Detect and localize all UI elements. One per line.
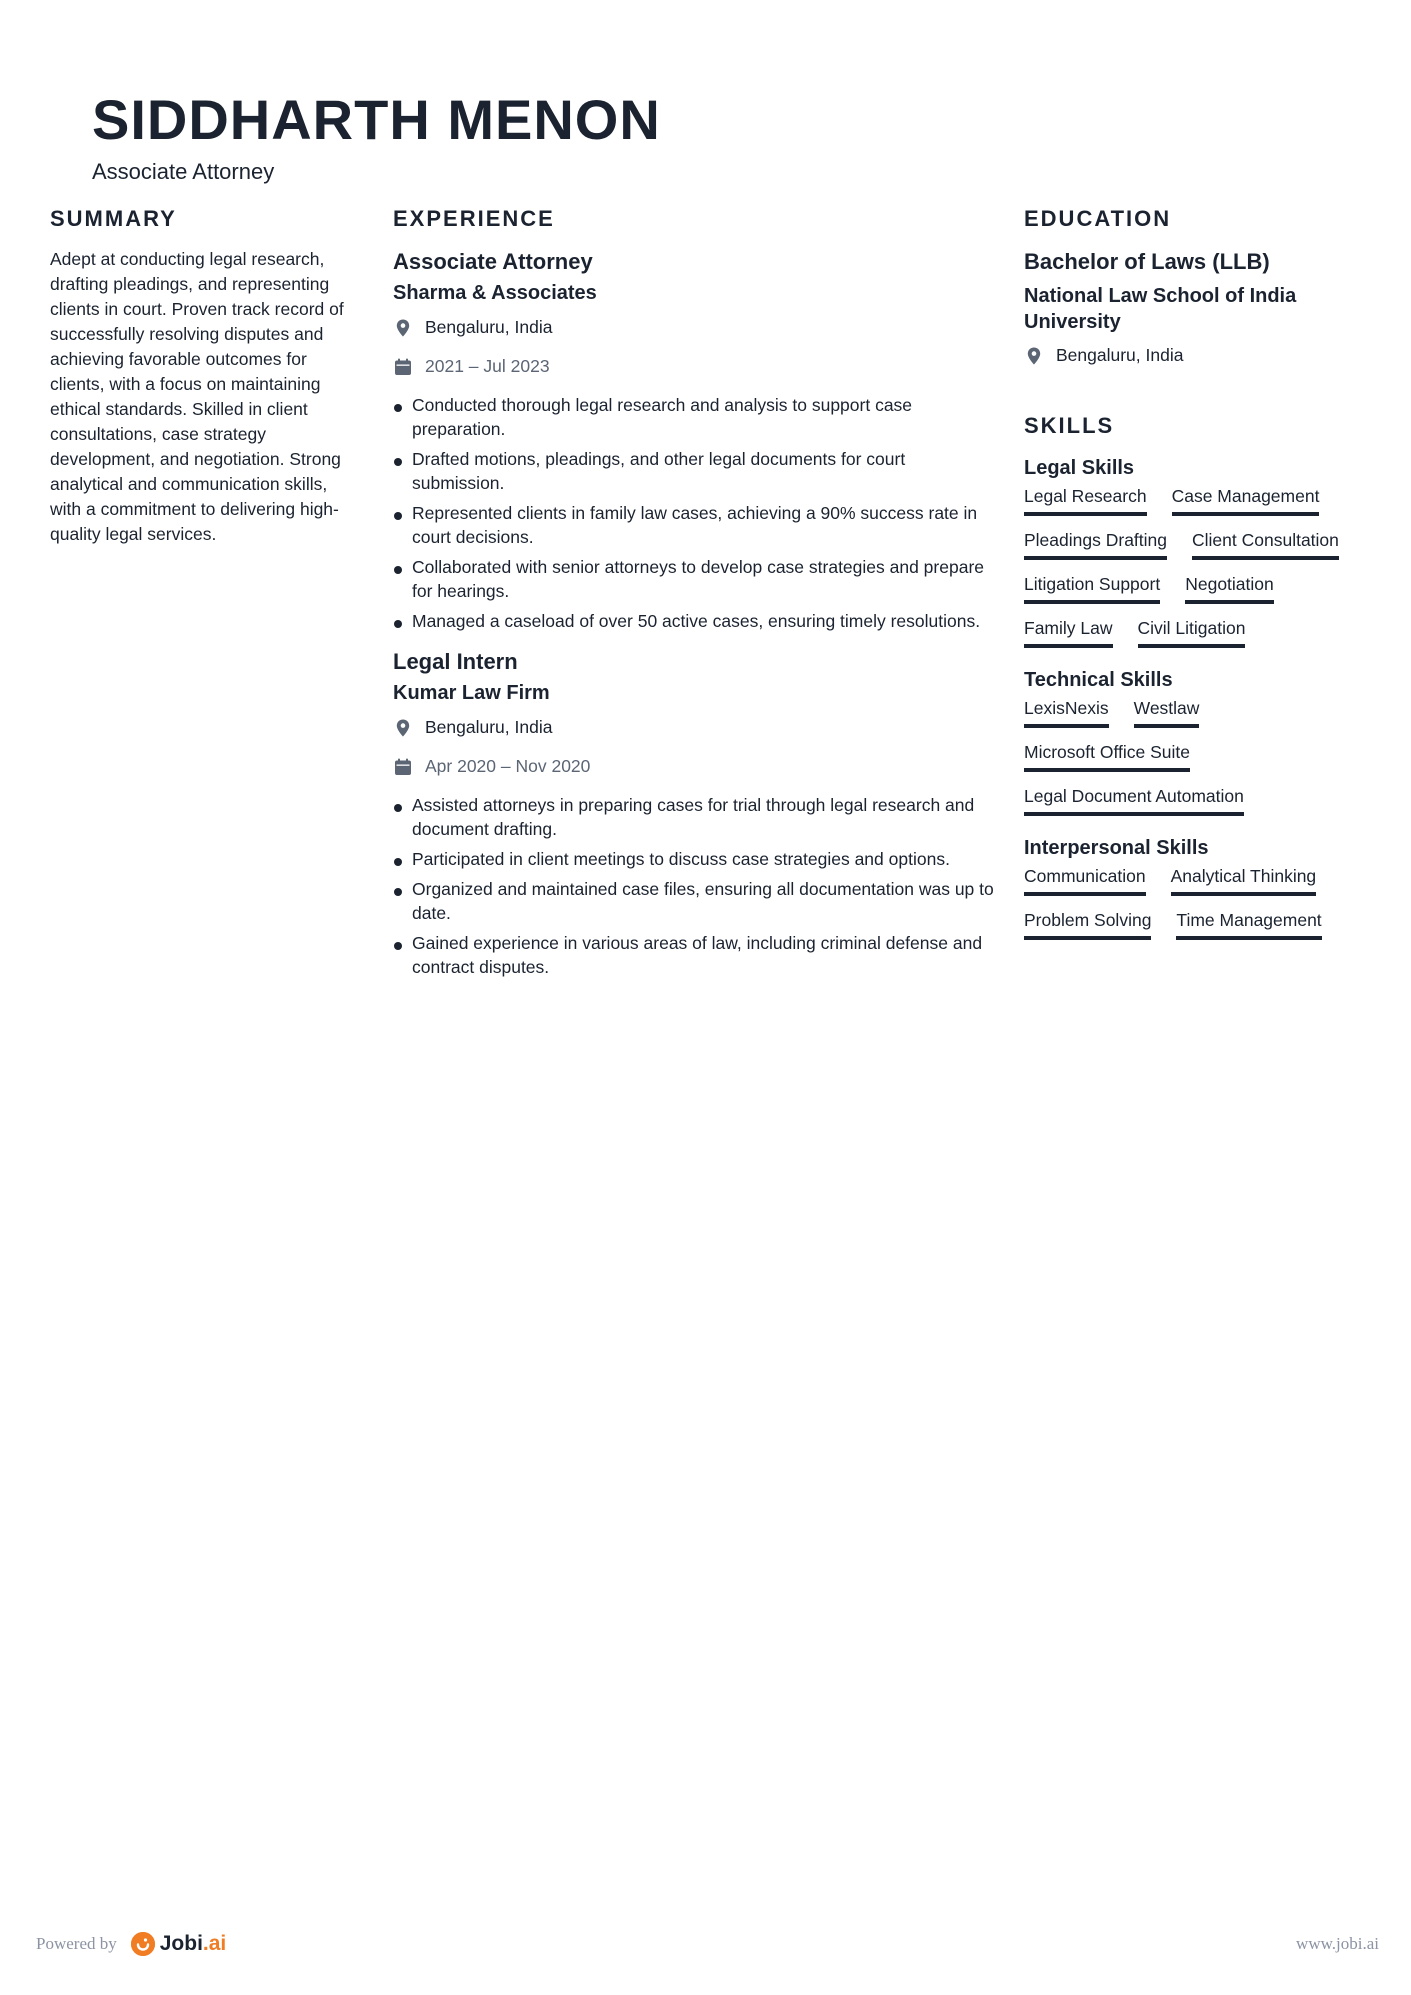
job-title: Legal Intern: [393, 649, 518, 674]
summary-text: Adept at conducting legal research, drafting pleadings, and representing clients in court. Proven track record of successfully resolving disputes and achieving favorable outcomes for clients, with a focus on maintaining ethical standards. Skilled in client consultations, case strategy development, and negotiation. Strong analytical and communication skills, with a commitment to delivering high-quality legal services.: [50, 249, 344, 544]
job-bullets: [393, 393, 998, 633]
summary-section: [50, 205, 360, 547]
job-title: Associate Attorney: [393, 249, 593, 274]
dates-text: Apr 2020 – Nov 2020: [425, 756, 591, 776]
job-dates: [393, 354, 998, 379]
education-section: [1024, 205, 1364, 368]
calendar-icon: [393, 757, 413, 777]
list-item: Collaborated with senior attorneys to develop case strategies and prepare for hearings.: [393, 555, 998, 603]
skill-chips: [1024, 696, 1364, 816]
job-entry: [393, 247, 998, 633]
list-item: Participated in client meetings to discuss case strategies and options.: [393, 847, 998, 871]
job-company: Kumar Law Firm: [393, 682, 550, 704]
experience-section: [393, 205, 998, 993]
job-location: [393, 315, 998, 340]
skill-chip: Negotiation: [1185, 572, 1274, 604]
skill-chip: Time Management: [1176, 908, 1321, 940]
candidate-name: SIDDHARTH MENON: [92, 88, 661, 151]
skill-chip: Legal Document Automation: [1024, 784, 1244, 816]
skill-group-title: Interpersonal Skills: [1024, 837, 1209, 859]
skill-chip: Analytical Thinking: [1171, 864, 1317, 896]
skill-group-technical: [1024, 666, 1364, 816]
skill-chips: [1024, 484, 1364, 648]
right-column: [1024, 205, 1364, 958]
skill-chip: Microsoft Office Suite: [1024, 740, 1190, 772]
skill-chip: Communication: [1024, 864, 1146, 896]
skill-chip: Litigation Support: [1024, 572, 1160, 604]
location-text: Bengaluru, India: [425, 717, 553, 737]
powered-by-text: Powered by: [36, 1934, 117, 1953]
calendar-icon: [393, 357, 413, 377]
skill-chip: Westlaw: [1134, 696, 1200, 728]
skill-chip: Legal Research: [1024, 484, 1147, 516]
skill-group-title: Technical Skills: [1024, 669, 1173, 691]
resume-header: [92, 84, 661, 188]
skills-section: [1024, 412, 1364, 940]
footer-url[interactable]: www.jobi.ai: [1296, 1934, 1379, 1953]
jobi-logo-text[interactable]: [160, 1932, 227, 1956]
list-item: Gained experience in various areas of law, including criminal defense and contract disputes.: [393, 931, 998, 979]
list-item: Assisted attorneys in preparing cases for trial through legal research and document drafting.: [393, 793, 998, 841]
skill-chip: Case Management: [1172, 484, 1320, 516]
jobi-logo-icon: [131, 1932, 155, 1956]
skill-chips: [1024, 864, 1364, 940]
job-bullets: [393, 793, 998, 979]
list-item: Represented clients in family law cases, achieving a 90% success rate in court decisions.: [393, 501, 998, 549]
skill-chip: Client Consultation: [1192, 528, 1339, 560]
skill-chip: Problem Solving: [1024, 908, 1151, 940]
job-company: Sharma & Associates: [393, 282, 597, 304]
list-item: Conducted thorough legal research and analysis to support case preparation.: [393, 393, 998, 441]
location-text: Bengaluru, India: [425, 317, 553, 337]
skill-chip: Family Law: [1024, 616, 1113, 648]
list-item: Drafted motions, pleadings, and other legal documents for court submission.: [393, 447, 998, 495]
education-title: EDUCATION: [1024, 206, 1172, 231]
skill-chip: Civil Litigation: [1138, 616, 1246, 648]
logo-suffix: .ai: [202, 1932, 227, 1955]
job-dates: [393, 754, 998, 779]
logo-main: Jobi: [159, 1932, 203, 1955]
list-item: Managed a caseload of over 50 active cases, ensuring timely resolutions.: [393, 609, 998, 633]
map-pin-icon: [1024, 346, 1044, 366]
location-text: Bengaluru, India: [1056, 345, 1184, 365]
job-entry: [393, 647, 998, 979]
skill-chip: Pleadings Drafting: [1024, 528, 1167, 560]
experience-title: EXPERIENCE: [393, 206, 555, 231]
map-pin-icon: [393, 318, 413, 338]
list-item: Organized and maintained case files, ensuring all documentation was up to date.: [393, 877, 998, 925]
dates-text: 2021 – Jul 2023: [425, 356, 550, 376]
job-location: [393, 715, 998, 740]
education-degree: Bachelor of Laws (LLB): [1024, 249, 1270, 274]
skill-group-title: Legal Skills: [1024, 457, 1135, 479]
powered-by: [36, 1932, 226, 1956]
education-location: [1024, 343, 1364, 368]
map-pin-icon: [393, 718, 413, 738]
skill-group-legal: [1024, 454, 1364, 648]
skills-title: SKILLS: [1024, 413, 1115, 438]
candidate-role: Associate Attorney: [92, 159, 275, 184]
education-school: National Law School of India University: [1024, 285, 1297, 333]
skill-chip: LexisNexis: [1024, 696, 1109, 728]
summary-title: SUMMARY: [50, 206, 177, 231]
skill-group-interpersonal: [1024, 834, 1364, 940]
